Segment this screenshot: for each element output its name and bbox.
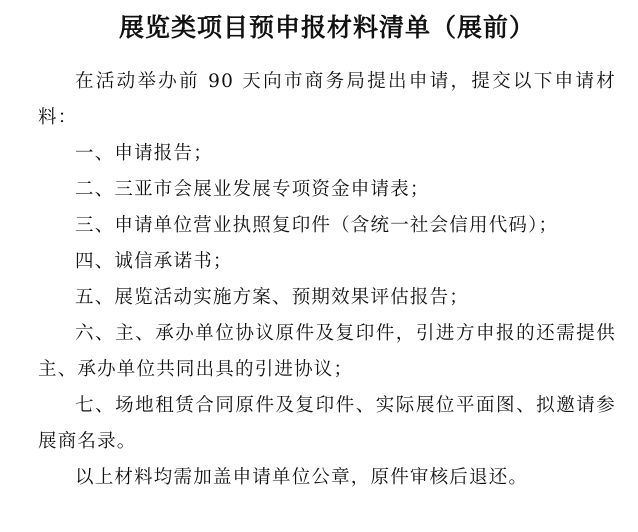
list-item-6: 六、主、承办单位协议原件及复印件，引进方申报的还需提供主、承办单位共同出具的引进协议； bbox=[38, 323, 616, 380]
list-item-2: 二、三亚市会展业发展专项资金申请表； bbox=[75, 179, 430, 200]
list-item-1: 一、申请报告； bbox=[75, 143, 213, 164]
list-item-7: 七、场地租赁合同原件及复印件、实际展位平面图、拟邀请参展商名录。 bbox=[38, 395, 616, 452]
list-item-4: 四、诚信承诺书； bbox=[75, 251, 233, 272]
list-item-5: 五、展览活动实施方案、预期效果评估报告； bbox=[75, 287, 470, 308]
closing-paragraph: 以上材料均需加盖申请单位公章，原件审核后退还。 bbox=[75, 467, 529, 488]
intro-paragraph: 在活动举办前 90 天向市商务局提出申请，提交以下申请材料： bbox=[38, 71, 616, 128]
list-item-3: 三、申请单位营业执照复印件（含统一社会信用代码）； bbox=[75, 215, 559, 236]
document-title: 展览类项目预申报材料清单（展前） bbox=[118, 13, 535, 42]
